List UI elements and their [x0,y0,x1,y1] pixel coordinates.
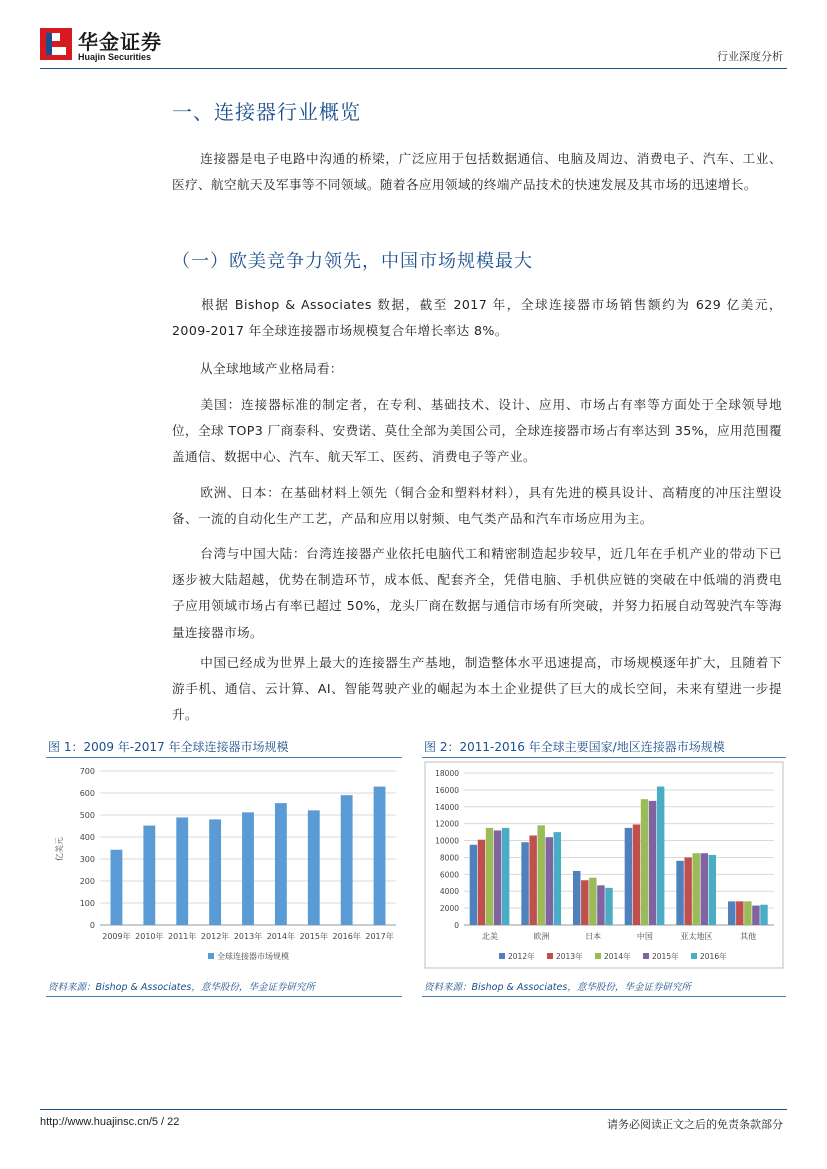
x-tick-label: 2014年 [266,932,296,941]
x-tick-label: 2009年 [102,932,131,941]
y-tick-label: 500 [79,811,95,820]
x-tick-label: 2016年 [332,932,361,941]
bar [581,880,588,925]
legend-label: 2015年 [652,952,679,961]
bar [684,857,691,925]
footer-url-page: http://www.huajinsc.cn/5 / 22 [40,1116,180,1128]
bar [209,819,221,925]
bar [657,787,664,925]
legend-label: 全球连接器市场规模 [217,952,289,961]
bar [242,812,254,925]
y-tick-label: 600 [79,789,95,798]
bar [760,905,767,925]
bar [494,830,501,925]
bar [275,803,287,925]
bar [308,810,320,925]
figure-2-svg [422,759,786,971]
y-tick-label: 6000 [439,870,459,880]
legend-label: 2016年 [700,952,727,961]
y-tick-label: 100 [79,899,95,908]
bar [176,817,188,925]
footer-disclaimer: 请务必阅读正文之后的免责条款部分 [607,1118,783,1131]
paragraph-taiwan-china: 台湾与中国大陆：台湾连接器产业依托电脑代工和精密制造起步较早，近几年在手机产业的带动下已逐步被大陆超越，优势在制造环节，成本低、配套齐全，凭借电脑、手机供应链的突破在中低端的消费电子应用领域市场占有率已超过 50%，龙头厂商在数据与通信市场有所突破，并努力拓展自动驾驶汽车等海量连接器市场。 [172,546,782,640]
bar [605,888,612,925]
bar [546,837,553,925]
bar [676,861,683,925]
legend-swatch [547,953,553,959]
paragraph-intro: 连接器是电子电路中沟通的桥梁，广泛应用于包括数据通信、电脑及周边、消费电子、汽车、工业、医疗、航空航天及军事等不同领域。随着各应用领域的终端产品技术的快速发展及其市场的迅速增长。 [172,151,782,193]
figure-2-top-rule [422,757,786,758]
legend-swatch [499,953,505,959]
bar [701,853,708,925]
figure-1-source: 资料来源：Bishop & Associates，意华股份，华金证券研究所 [48,982,315,993]
figure-1-top-rule [46,757,402,758]
bar [374,787,386,925]
x-tick-label: 日本 [585,932,602,941]
bar [709,855,716,925]
y-tick-label: 4000 [439,887,459,897]
x-tick-label: 2011年 [168,932,197,941]
y-tick-label: 10000 [435,836,459,846]
report-type-label: 行业深度分析 [717,50,783,63]
footer-divider [40,1109,787,1110]
figure-2-bottom-rule [422,996,786,997]
legend-label: 2013年 [556,952,583,961]
y-tick-label: 14000 [435,802,459,812]
x-tick-label: 其他 [740,932,757,941]
y-axis-label: 亿美元 [55,837,64,861]
y-tick-label: 0 [454,921,459,930]
bar [728,901,735,925]
bar [649,801,656,925]
figure-1-caption: 图 1：2009 年-2017 年全球连接器市场规模 [48,740,289,754]
legend-swatch [208,953,214,959]
y-tick-label: 12000 [435,819,459,829]
legend-label: 2014年 [604,952,631,961]
bar [554,832,561,925]
bar [521,842,528,925]
bar [470,845,477,925]
paragraph-market-size: 根据 Bishop & Associates 数据，截至 2017 年，全球连接器市场销售额约为 629 亿美元，2009-2017 年全球连接器市场规模复合年增长率达 8%。 [172,297,782,339]
figure-2-caption: 图 2：2011-2016 年全球主要国家/地区连接器市场规模 [424,740,725,754]
figure-1-bottom-rule [46,996,402,997]
header-divider [40,68,787,69]
x-tick-label: 北美 [481,932,498,941]
section-heading-2: （一）欧美竞争力领先，中国市场规模最大 [172,251,533,272]
bar [486,828,493,925]
x-tick-label: 亚太地区 [680,932,713,941]
x-tick-label: 2013年 [233,932,263,941]
paragraph-regional-intro: 从全球地域产业格局看： [200,361,343,376]
x-tick-label: 欧洲 [533,932,550,941]
bar [625,828,632,925]
x-tick-label: 2012年 [200,932,230,941]
bar [529,835,536,925]
y-tick-label: 8000 [439,853,459,863]
bar [111,850,123,925]
legend-swatch [595,953,601,959]
logo-text-cn: 华金证券 [78,30,162,54]
y-tick-label: 400 [79,833,95,842]
x-tick-label: 2017年 [365,932,394,941]
bar [573,871,580,925]
bar [143,826,155,925]
x-tick-label: 中国 [636,932,653,941]
y-tick-label: 18000 [435,769,459,778]
bar [736,901,743,925]
y-tick-label: 200 [79,877,95,886]
y-tick-label: 300 [79,855,95,864]
legend-swatch [643,953,649,959]
figure-2-source: 资料来源：Bishop & Associates，意华股份，华金证券研究所 [424,982,691,993]
bar [633,825,640,925]
bar [478,840,485,925]
y-tick-label: 16000 [435,785,459,795]
figure-2-chart [422,759,786,971]
bar [502,828,509,925]
y-tick-label: 700 [79,767,95,776]
x-tick-label: 2010年 [135,932,164,941]
figure-1-chart [46,759,402,971]
bar [752,906,759,925]
logo-text-en: Huajin Securities [78,52,152,62]
paragraph-europe-japan: 欧洲、日本：在基础材料上领先（铜合金和塑料材料），具有先进的模具设计、高精度的冲压注塑设备、一流的自动化生产工艺，产品和应用以射频、电气类产品和汽车市场应用为主。 [172,485,782,527]
y-tick-label: 2000 [439,904,459,914]
page-header [40,22,785,66]
bar [597,885,604,925]
bar [341,795,353,925]
paragraph-china: 中国已经成为世界上最大的连接器生产基地，制造整体水平迅速提高，市场规模逐年扩大，且随着下游手机、通信、云计算、AI、智能驾驶产业的崛起为本土企业提供了巨大的成长空间，未来有望进一步提升。 [172,655,782,723]
bar [537,825,544,925]
figure-1-svg [46,759,402,971]
x-tick-label: 2015年 [299,932,328,941]
bar [589,878,596,925]
huajin-logo-icon [40,28,72,60]
section-heading-1: 一、连接器行业概览 [172,100,361,124]
bar [692,853,699,925]
legend-swatch [691,953,697,959]
y-tick-label: 0 [89,921,95,930]
legend-label: 2012年 [508,952,535,961]
bar [641,799,648,925]
bar [744,901,751,925]
paragraph-usa: 美国：连接器标准的制定者，在专利、基础技术、设计、应用、市场占有率等方面处于全球领导地位，全球 TOP3 厂商泰科、安费诺、莫仕全部为美国公司，全球连接器市场占有率达到 35%，应用范围覆盖通信、数据中心、汽车、航天军工、医药、消费电子等产业。 [172,397,782,465]
